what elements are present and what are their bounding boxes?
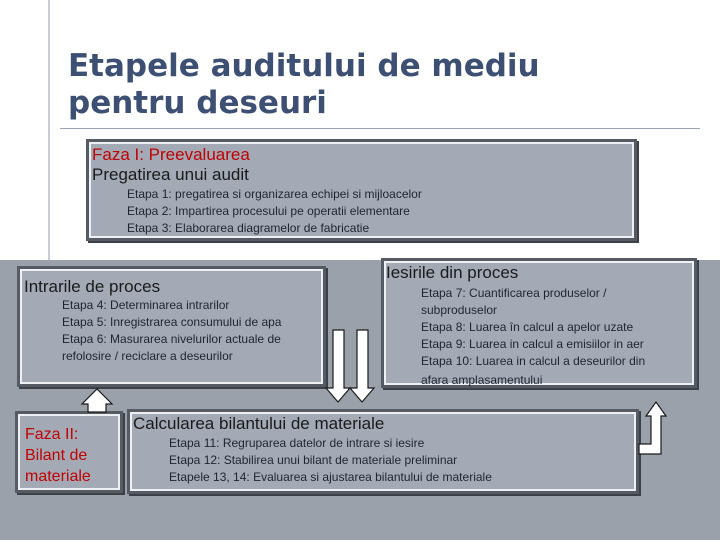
calcul-title: Calcularea bilantului de materiale (133, 414, 385, 433)
calcul-step-3: Etapele 13, 14: Evaluarea si ajustarea bilantului de materiale (169, 470, 492, 484)
iesiri-step-1: Etapa 7: Cuantificarea produselor / (421, 286, 607, 300)
intrari-step-2: Etapa 5: Inregistrarea consumului de apa (62, 315, 282, 329)
calcul-step-2: Etapa 12: Stabilirea unui bilant de materiale preliminar (169, 453, 458, 467)
iesiri-step-2: subproduselor (421, 303, 498, 317)
faza2-label-1: Faza II: (25, 426, 79, 443)
arrow-loop-right (639, 402, 666, 454)
iesiri-step-3: Etapa 8: Luarea în calcul a apelor uzate (421, 320, 634, 334)
faza1-subtitle: Pregatirea unui audit (92, 165, 249, 184)
iesiri-step-5: Etapa 10: Luarea in calcul a deseurilor din (421, 354, 646, 368)
arrow-down-intrari (326, 330, 350, 402)
faza1-step-2: Etapa 2: Impartirea procesului pe operatii elementare (127, 204, 410, 218)
arrow-down-iesiri (350, 330, 374, 402)
intrari-step-4: refolosire / reciclare a deseurilor (62, 349, 233, 363)
arrow-up-left-shape (82, 389, 112, 412)
faza1-step-3: Etapa 3: Elaborarea diagramelor de fabricatie (127, 221, 370, 235)
title-line-2: pentru deseuri (68, 85, 327, 121)
iesiri-step-6: afara amplasamentului (421, 373, 543, 387)
faza2-label-2: Bilant de (25, 447, 88, 464)
title-line-1: Etapele auditului de mediu (68, 48, 540, 84)
faza1-step-1: Etapa 1: pregatirea si organizarea echipei si mijloacelor (127, 187, 422, 201)
iesiri-step-4: Etapa 9: Luarea in calcul a emisiilor in aer (421, 337, 644, 351)
faza2-label-3: materiale (25, 468, 91, 485)
intrari-step-1: Etapa 4: Determinarea intrarilor (62, 298, 230, 312)
calcul-step-1: Etapa 11: Regruparea datelor de intrare si iesire (169, 436, 425, 450)
iesiri-title: Iesirile din proces (386, 263, 519, 282)
faza1-label: Faza I: Preevaluarea (92, 145, 250, 164)
intrari-step-3: Etapa 6: Masurarea nivelurilor actuale de (62, 332, 281, 346)
intrari-title: Intrarile de proces (24, 277, 161, 296)
